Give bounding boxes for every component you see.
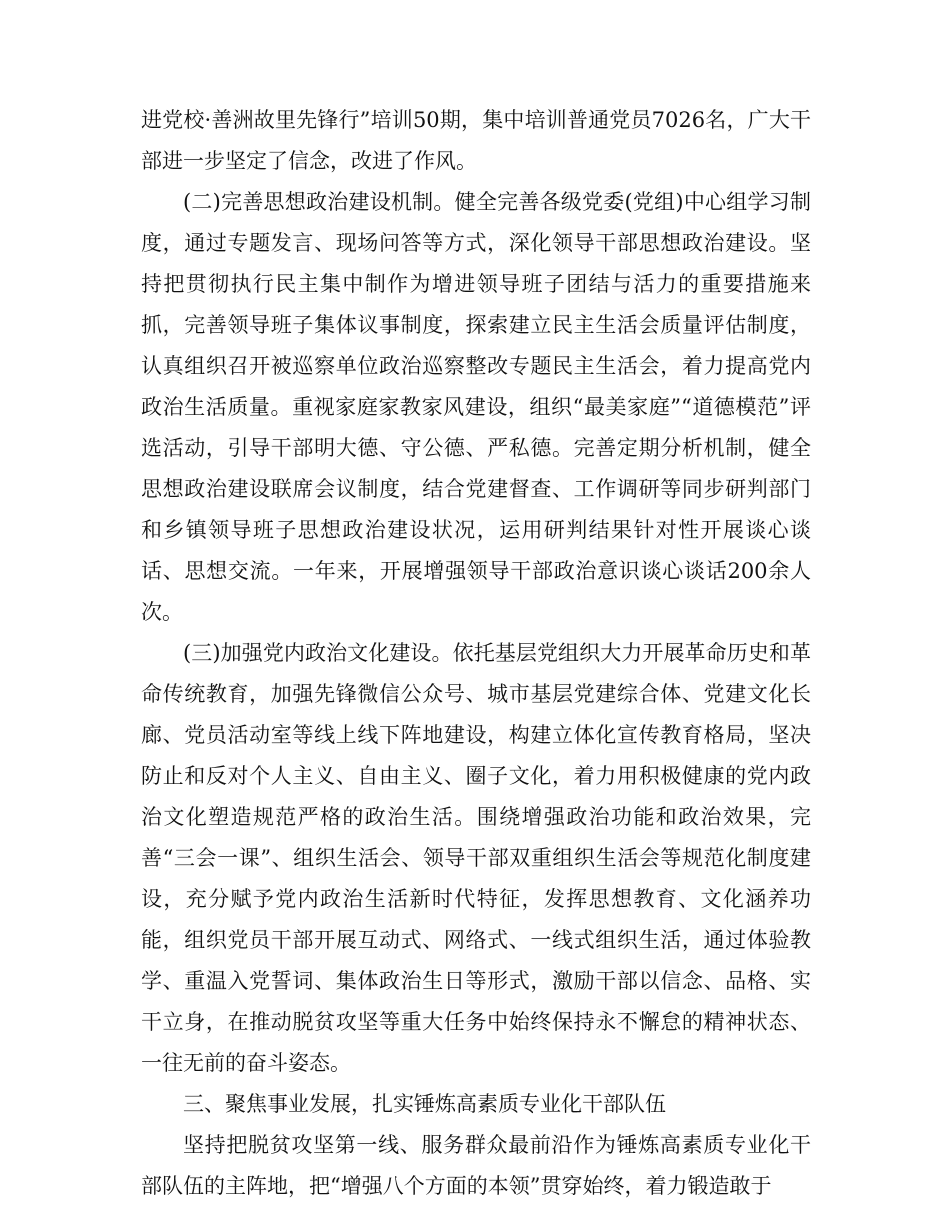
paragraph-section-3: (三)加强党内政治文化建设。依托基层党组织大力开展革命历史和革命传统教育，加强先锋微信公众号、城市基层党建综合体、党建文化长廊、党员活动室等线上线下阵地建设，构建立体化宣传教育格局，坚决防止和反对个人主义、自由主义、圈子文化，着力用积极健康的党内政治文化塑造规范严格的政治生活。围绕增强政治功能和政治效果，完善“三会一课”、组织生活会、领导干部双重组织生活会等规范化制度建设，充分赋予党内政治生活新时代特征，发挥思想教育、文化涵养功能，组织党员干部开展互动式、网络式、一线式组织生活，通过体验教学、重温入党誓词、集体政治生日等形式，激励干部以信念、品格、实干立身，在推动脱贫攻坚等重大任务中始终保持永不懈怠的精神状态、一往无前的奋斗姿态。: [141, 641, 811, 1075]
paragraph-section-2: (二)完善思想政治建设机制。健全完善各级党委(党组)中心组学习制度，通过专题发言、现场问答等方式，深化领导干部思想政治建设。坚持把贯彻执行民主集中制作为增进领导班子团结与活力的重要措施来抓，完善领导班子集体议事制度，探索建立民主生活会质量评估制度，认真组织召开被巡察单位政治巡察整改专题民主生活会，着力提高党内政治生活质量。重视家庭家教家风建设，组织“最美家庭”“道德模范”评选活动，引导干部明大德、守公德、严私德。完善定期分析机制，健全思想政治建设联席会议制度，结合党建督查、工作调研等同步研判部门和乡镇领导班子思想政治建设状况，运用研判结果针对性开展谈心谈话、思想交流。一年来，开展增强领导干部政治意识谈心谈话200余人次。: [141, 190, 811, 624]
section-heading: 三、聚焦事业发展，扎实锤炼高素质专业化干部队伍: [183, 1092, 666, 1116]
paragraph-continuation: 进党校·善洲故里先锋行”培训50期，集中培训普通党员7026名，广大干部进一步坚定了信念，改进了作风。: [141, 108, 811, 173]
paragraph-section-intro: 坚持把脱贫攻坚第一线、服务群众最前沿作为锤炼高素质专业化干部队伍的主阵地，把“增强八个方面的本领”贯穿始终，着力锻造敢于: [141, 1133, 811, 1198]
document-body: [141, 100, 811, 1207]
